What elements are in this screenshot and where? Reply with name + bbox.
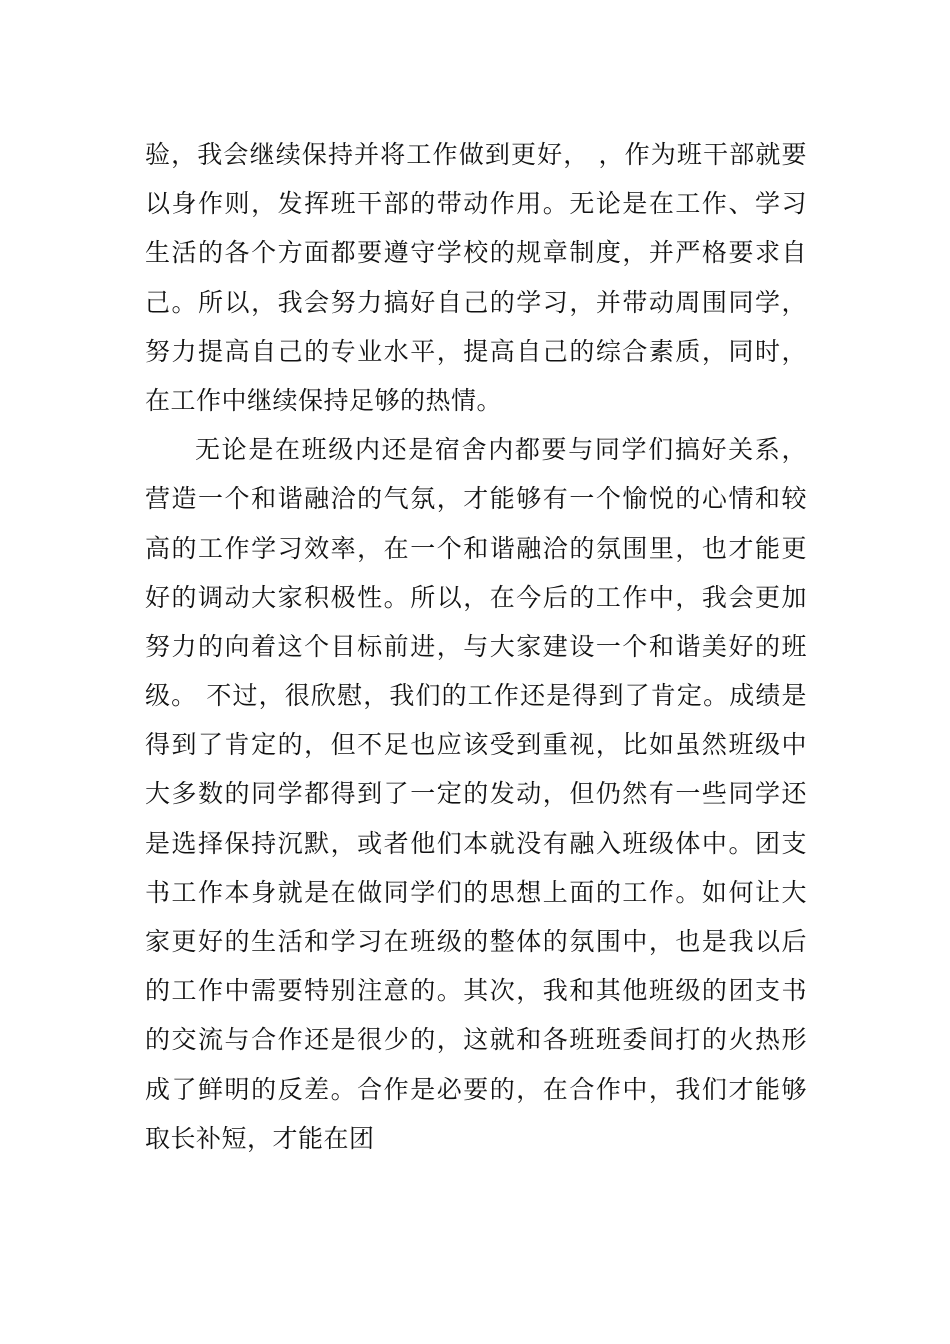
text-line: 好的调动大家积极性。所以，在今后的工作中，我会更加 — [145, 582, 807, 612]
text-line: 己。所以，我会努力搞好自己的学习，并带动周围同学， — [145, 287, 807, 317]
text-line: 在工作中继续保持足够的热情。 — [145, 385, 503, 415]
text-line: 级。 不过，很欣慰，我们的工作还是得到了肯定。成绩是 — [145, 681, 807, 711]
text-line: 高的工作学习效率，在一个和谐融洽的氛围里，也才能更 — [145, 533, 807, 563]
text-line: 是选择保持沉默，或者他们本就没有融入班级体中。团支 — [145, 828, 807, 858]
text-line: 验，我会继续保持并将工作做到更好， ，作为班干部就要 — [145, 140, 807, 169]
text-line: 以身作则，发挥班干部的带动作用。无论是在工作、学习 — [145, 189, 807, 219]
text-line: 取长补短，才能在团 — [145, 1123, 375, 1153]
text-line: 书工作本身就是在做同学们的思想上面的工作。如何让大 — [145, 877, 807, 907]
text-line: 成了鲜明的反差。合作是必要的，在合作中，我们才能够 — [145, 1074, 807, 1104]
body-text — [145, 130, 807, 1163]
text-line: 家更好的生活和学习在班级的整体的氛围中，也是我以后 — [145, 927, 807, 956]
text-line: 营造一个和谐融洽的气氛，才能够有一个愉悦的心情和较 — [145, 484, 807, 514]
text-line: 的交流与合作还是很少的，这就和各班班委间打的火热形 — [145, 1025, 807, 1055]
text-line: 努力的向着这个目标前进，与大家建设一个和谐美好的班 — [145, 631, 807, 661]
text-line: 的工作中需要特别注意的。其次，我和其他班级的团支书 — [145, 976, 807, 1006]
text-line: 努力提高自己的专业水平，提高自己的综合素质，同时， — [145, 336, 807, 366]
text-line: 得到了肯定的，但不足也应该受到重视，比如虽然班级中 — [145, 730, 807, 760]
paragraph-first-line: 无论是在班级内还是宿舍内都要与同学们搞好关系， — [195, 435, 807, 465]
text-line: 生活的各个方面都要遵守学校的规章制度，并严格要求自 — [145, 238, 807, 268]
text-line: 大多数的同学都得到了一定的发动，但仍然有一些同学还 — [145, 779, 807, 809]
